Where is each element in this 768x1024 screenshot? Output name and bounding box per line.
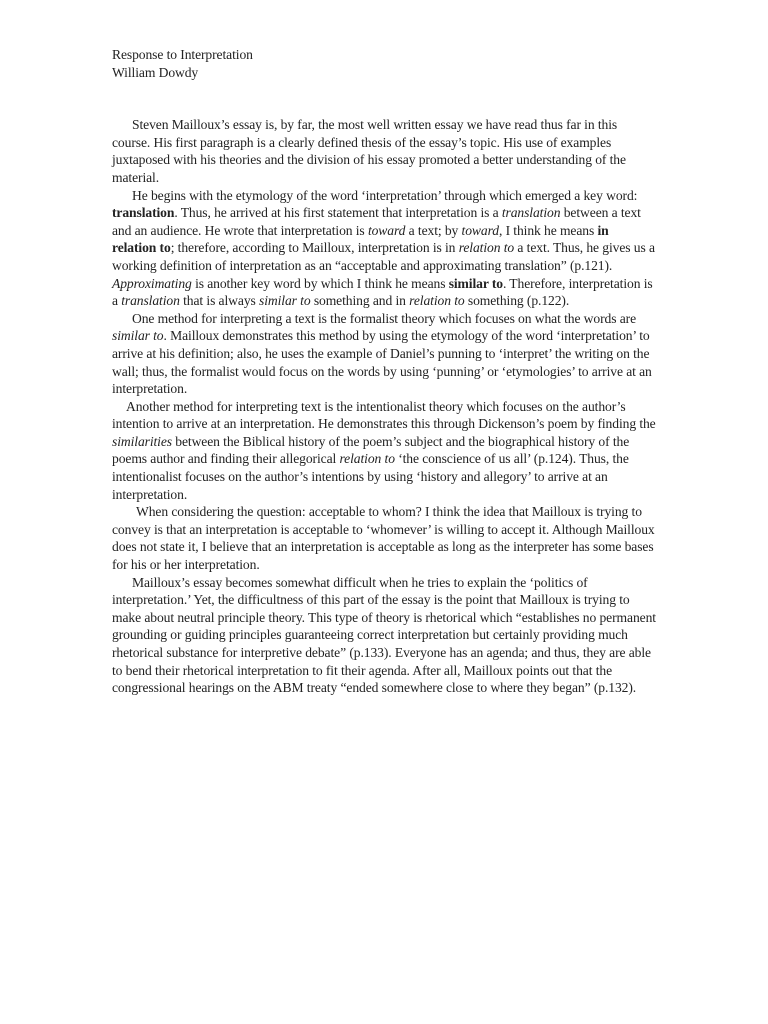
document-author: William Dowdy <box>112 64 199 80</box>
italic-term: relation to <box>458 240 515 256</box>
paragraph-text: . Mailloux demonstrates this method by using the etymology of the word ‘interpretation’ to arrive at his definition; also, he uses the example of Daniel’s punning to ‘interpret’ the writing on the wall; thus, the formalist would focus on the words by using ‘punning’ or ‘etymologies’ to arrive at an interpretation. <box>112 328 652 397</box>
body-paragraph <box>112 187 656 310</box>
paragraph-text: between the Biblical history of the poem’s subject and the biographical history of the poems author and finding their allegorical <box>112 433 630 467</box>
paragraph-text: between a text and an audience. He wrote that interpretation is <box>112 205 641 238</box>
paragraph-text: Another method for interpreting text is the intentionalist theory which focuses on the author’s intention to arrive at an interpretation. He demonstrates this through Dickenson’s poem by finding the <box>112 398 656 432</box>
bold-term: similar to <box>448 275 503 291</box>
paragraph-text: . Therefore, interpretation is a <box>112 275 653 309</box>
header-spacer <box>112 81 656 116</box>
paragraph-text: a text; by <box>405 222 462 238</box>
paragraph-text: ‘the conscience of us all’ (p.124). Thus, the intentionalist focuses on the author’s intentions by using ‘history and allegory’ to arrive at an interpretation. <box>112 451 629 502</box>
italic-term: toward <box>367 222 406 238</box>
document-body <box>112 116 656 697</box>
paragraph-text: Mailloux’s essay becomes somewhat difficult when he tries to explain the ‘politics of interpretation.’ Yet, the difficultness of this part of the essay is the point that Mailloux is trying to make about neutral principle theory. This type of theory is rhetorical which “establishes no permanent grounding or guiding principles guaranteeing correct interpretation but certainly providing much rhetorical substance for interpretive debate” (p.133). Everyone has an agenda; and thus, they are able to bend their rhetorical interpretation to fit their agenda. After all, Mailloux points out that the congressional hearings on the ABM treaty “ended somewhere close to where they began” (p.132). <box>112 574 656 696</box>
paragraph-text: a text. Thus, he gives us a working definition of interpretation as an “acceptable and approximating translation” (p.121). <box>112 240 655 273</box>
paragraph-text: One method for interpreting a text is the formalist theory which focuses on what the words are <box>132 310 636 326</box>
paragraph-text: something and in <box>310 293 410 309</box>
body-paragraph <box>112 116 656 186</box>
paragraph-text: Steven Mailloux’s essay is, by far, the most well written essay we have read thus far in this course. His first paragraph is a clearly defined thesis of the essay’s topic. His use of examples juxtaposed with his theories and the division of his essay promoted a better understanding of the material. <box>112 117 626 185</box>
paragraph-text: He begins with the etymology of the word ‘interpretation’ through which emerged a key word: <box>132 187 638 203</box>
paragraph-text: . Thus, he arrived at his first statement that interpretation is a <box>174 205 502 221</box>
italic-term: similarities <box>112 433 172 449</box>
paragraph-text: ; therefore, according to Mailloux, interpretation is in <box>170 240 459 256</box>
body-paragraph <box>112 398 656 504</box>
italic-term: Approximating <box>112 275 192 291</box>
paragraph-text: When considering the question: acceptable to whom? I think the idea that Mailloux is trying to convey is that an interpretation is acceptable to ‘whomever’ is willing to accept it. Although Mailloux does not state it, I believe that an interpretation is acceptable as long as the interpreter has some bases for his or her interpretation. <box>112 504 655 573</box>
bold-term: in relation to <box>112 222 609 256</box>
body-paragraph <box>112 574 656 697</box>
document-page <box>112 46 656 697</box>
italic-term: similar to <box>259 293 311 309</box>
italic-term: relation to <box>409 293 465 309</box>
italic-term: toward <box>461 222 499 238</box>
paragraph-text: , I think he means <box>498 222 598 238</box>
paragraph-text: that is always <box>179 293 260 309</box>
paragraph-text: something (p.122). <box>464 293 570 309</box>
body-paragraph <box>112 503 656 573</box>
bold-term: translation <box>112 205 175 221</box>
italic-term: similar to <box>112 328 164 344</box>
document-title: Response to Interpretation <box>112 47 253 62</box>
italic-term: translation <box>121 293 180 309</box>
paragraph-text: is another key word by which I think he means <box>191 275 449 291</box>
italic-term: translation <box>501 205 561 221</box>
body-paragraph <box>112 310 656 398</box>
italic-term: relation to <box>339 451 395 467</box>
